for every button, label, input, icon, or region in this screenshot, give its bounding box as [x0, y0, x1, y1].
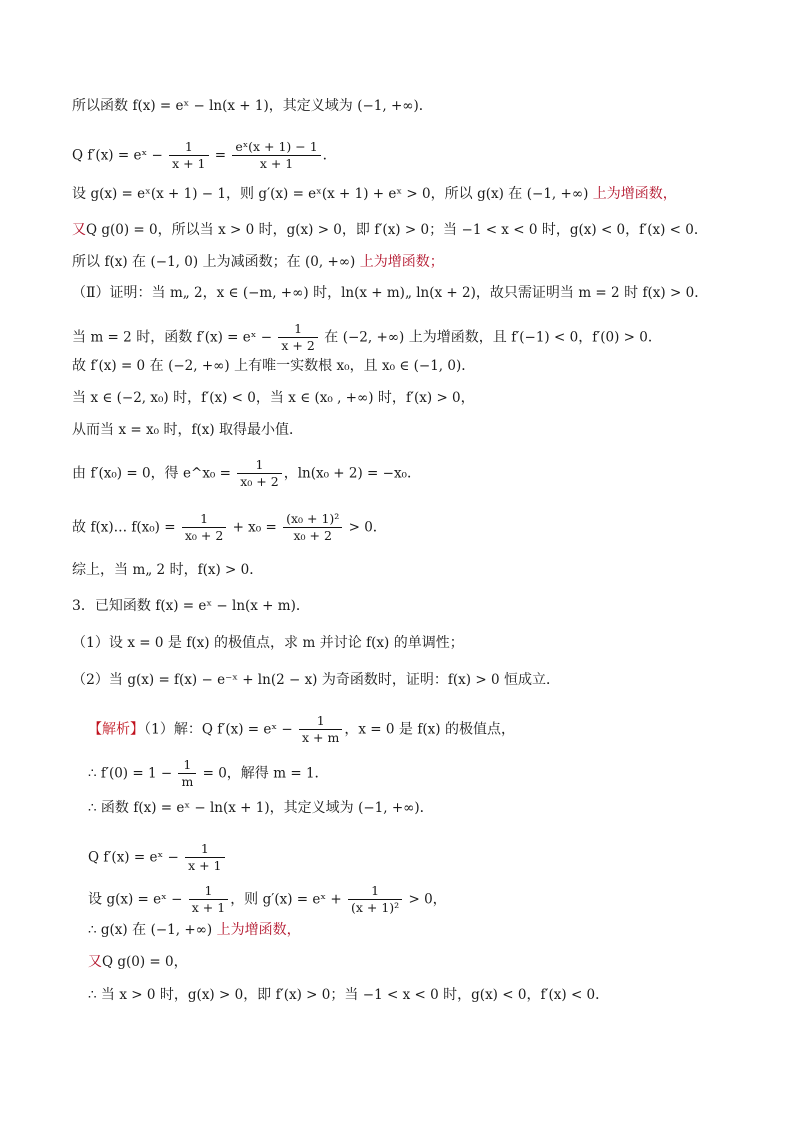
text-run: 所以	[72, 254, 105, 270]
math-expression: f(x) = eˣ − ln(x + 1)	[132, 98, 269, 114]
text-run: 上为减函数；在	[198, 254, 306, 270]
math-expression: ∴ g(x)	[88, 922, 128, 938]
text-run: 时，函数	[131, 329, 197, 346]
text-run: 时，	[159, 422, 192, 438]
text-run: ，	[173, 954, 188, 970]
text-run: ，则	[230, 891, 263, 908]
math-expression: g′(x) = eˣ(x + 1) + eˣ > 0	[258, 186, 431, 202]
text-run: ，当	[255, 390, 289, 406]
text-run: 时，	[168, 390, 202, 406]
fraction	[178, 757, 196, 790]
text-line	[88, 883, 447, 916]
math-expression: = 0	[198, 765, 227, 782]
math-expression: > 0	[404, 891, 433, 908]
text-run: ，则	[225, 186, 259, 202]
text-run: 在	[319, 329, 343, 346]
fraction	[283, 511, 342, 544]
math-expression: f(x) > 0	[642, 285, 695, 301]
math-expression: e^x₀ =	[183, 465, 236, 482]
math-expression: f(x)… f(x₀) =	[90, 519, 180, 536]
fraction-numerator: (x₀ + 1)²	[283, 511, 342, 528]
fraction-denominator: m	[181, 774, 194, 789]
math-expression: x = 0	[127, 635, 164, 651]
text-run: ．	[419, 800, 434, 816]
text-line	[72, 671, 560, 689]
text-line	[72, 97, 433, 115]
text-line	[88, 799, 434, 817]
text-run: ，	[283, 465, 298, 482]
math-expression: x₀	[336, 358, 350, 374]
math-expression: f(x)	[191, 422, 215, 438]
math-expression: (−1, +∞)	[526, 186, 589, 202]
text-run: 所以函数	[72, 98, 133, 114]
math-expression: x₀ ∈ (−1, 0)	[382, 358, 462, 374]
solution-tag: 【解析】	[88, 721, 144, 738]
math-expression: (−2, +∞)	[168, 358, 230, 374]
math-expression: Q f′(x) = eˣ −	[88, 849, 184, 866]
text-line	[72, 561, 263, 579]
text-run: （1）解：	[144, 721, 202, 738]
math-expression: g(x) = eˣ(x + 1) − 1	[90, 186, 226, 202]
math-expression: f(x) > 0	[197, 562, 250, 578]
text-run: 恒成立．	[499, 672, 561, 688]
math-expression: > 0	[344, 519, 373, 536]
fraction-denominator: x + m	[302, 730, 340, 745]
text-run: 从而当	[72, 422, 119, 438]
text-run: 上为增函数；	[355, 254, 444, 270]
math-expression: g(x) > 0	[187, 987, 244, 1003]
fraction-denominator: x₀ + 2	[184, 528, 224, 543]
text-line	[72, 597, 310, 615]
text-run: ．	[295, 598, 310, 614]
fraction-numerator: 1	[348, 883, 402, 900]
math-expression: Q	[72, 147, 88, 164]
math-expression: (0, +∞)	[305, 254, 356, 270]
math-expression: + x₀ =	[228, 519, 282, 536]
text-run: ．	[406, 465, 421, 482]
text-line	[72, 457, 421, 490]
text-run: 的极值点，求	[209, 635, 303, 651]
text-run: 时，	[308, 285, 342, 301]
text-run: 时，	[155, 987, 188, 1003]
math-expression: f′(x) > 0	[275, 987, 331, 1003]
text-run: 为奇函数时，证明：	[317, 672, 448, 688]
text-run: ，其定义域为	[269, 800, 359, 816]
text-run: 综上，当	[72, 562, 133, 578]
math-expression: f′(x) = eˣ −	[87, 147, 168, 164]
fraction-denominator: (x + 1)²	[351, 900, 400, 915]
fraction	[299, 713, 342, 746]
text-run: ．	[314, 765, 329, 782]
text-run: 函数	[100, 800, 134, 816]
text-run: 当	[100, 987, 120, 1003]
text-run: ．	[418, 98, 433, 114]
fraction	[182, 511, 226, 544]
text-run: ，解得	[226, 765, 274, 782]
text-run: 时	[619, 285, 643, 301]
text-run: 又	[88, 954, 102, 970]
math-expression: Q g(0) = 0	[86, 222, 158, 238]
text-line	[72, 357, 475, 375]
text-run: 上有唯一实数根	[229, 358, 337, 374]
text-run: 的极值点，	[440, 721, 515, 738]
text-line	[72, 421, 303, 439]
math-expression: f′(x) < 0	[639, 222, 694, 238]
fraction-denominator: x + 1	[259, 156, 294, 171]
text-run: 是	[163, 635, 187, 651]
math-expression: m	[302, 635, 316, 651]
text-run: ，	[202, 285, 217, 301]
text-run: 在	[127, 254, 151, 270]
fraction	[169, 139, 208, 172]
math-expression: f(x)	[366, 635, 390, 651]
fraction-numerator: 1	[189, 883, 228, 900]
fraction	[348, 883, 402, 916]
math-expression: g′(x) = eˣ +	[262, 891, 346, 908]
math-expression: m = 2	[90, 329, 132, 346]
text-line	[72, 139, 337, 172]
fraction-numerator: 1	[169, 139, 208, 156]
text-line	[72, 221, 708, 239]
math-expression: (−2, +∞)	[342, 329, 405, 346]
fraction-numerator: 1	[278, 321, 317, 338]
text-line	[88, 713, 515, 746]
math-expression: g(x)	[477, 186, 504, 202]
text-line	[88, 757, 329, 790]
text-run: 又	[72, 222, 86, 238]
math-expression: x = x₀	[118, 422, 159, 438]
text-run: ，	[625, 222, 640, 238]
text-line	[72, 253, 444, 271]
text-line	[72, 321, 662, 354]
math-expression: (−1, 0)	[150, 254, 199, 270]
math-expression: f′(x) > 0	[374, 222, 430, 238]
fraction-denominator: x + 1	[172, 156, 206, 171]
text-run: ．	[595, 987, 610, 1003]
text-run: 3．已知函数	[72, 598, 156, 614]
math-expression: ∴	[88, 987, 101, 1003]
math-expression: f(x)	[186, 635, 210, 651]
text-run: ．	[249, 562, 264, 578]
text-line	[72, 185, 677, 203]
math-expression: f′(0) > 0	[592, 329, 648, 346]
math-expression: m = 1	[273, 765, 315, 782]
math-expression: x > 0	[218, 222, 255, 238]
fraction-numerator: 1	[178, 757, 196, 774]
text-run: ，	[344, 721, 359, 738]
math-expression: f(x) = eˣ − ln(x + 1)	[133, 800, 270, 816]
math-expression: x ∈ (−2, x₀)	[90, 390, 169, 406]
text-run: （2）当	[72, 672, 128, 688]
math-expression: f′(x) < 0	[201, 390, 256, 406]
text-run: 在	[145, 358, 169, 374]
text-run: 上为增函数，且	[404, 329, 512, 346]
text-run: 故	[72, 358, 91, 374]
math-expression: m = 2	[578, 285, 620, 301]
math-expression: (−1, +∞)	[358, 800, 420, 816]
text-run: ，	[526, 987, 541, 1003]
text-line	[72, 284, 708, 302]
fraction	[232, 139, 320, 172]
text-run: ．	[461, 358, 476, 374]
text-run: ．	[694, 285, 709, 301]
math-expression: (−1, +∞)	[150, 922, 213, 938]
math-expression: g(x) = eˣ −	[106, 891, 187, 908]
text-run: ，所以	[430, 186, 478, 202]
math-expression: x > 0	[119, 987, 156, 1003]
math-expression: ln(x + m)„ ln(x + 2)	[341, 285, 476, 301]
text-run: ．	[647, 329, 662, 346]
math-expression: g(x) < 0	[569, 222, 626, 238]
fraction-denominator: x + 1	[191, 900, 226, 915]
math-expression: f′(−1) < 0	[511, 329, 579, 346]
text-run: ，	[578, 329, 593, 346]
text-run: 时，	[373, 390, 406, 406]
text-line	[72, 389, 475, 407]
fraction	[278, 321, 317, 354]
fraction	[237, 457, 281, 490]
text-run: ，其定义域为	[268, 98, 358, 114]
text-line	[88, 841, 227, 874]
text-run: 时，	[438, 987, 472, 1003]
text-run: ．	[372, 519, 387, 536]
fraction-denominator: x₀ + 2	[293, 528, 332, 543]
math-expression: −1 < x < 0	[362, 987, 439, 1003]
math-expression: f(x)	[104, 254, 128, 270]
text-run: 时，	[165, 562, 198, 578]
text-run: （1）设	[72, 635, 128, 651]
text-run: 上为增函数，	[212, 922, 301, 938]
math-expression: f′(x) < 0	[540, 987, 596, 1003]
math-expression: m„ 2	[132, 562, 166, 578]
math-expression: −1 < x < 0	[461, 222, 538, 238]
math-expression: x ∈ (−m, +∞)	[216, 285, 309, 301]
fraction-numerator: eˣ(x + 1) − 1	[232, 139, 320, 156]
math-expression: f(x) = eˣ − ln(x + m)	[155, 598, 296, 614]
math-expression: =	[210, 147, 231, 164]
text-line	[88, 986, 609, 1004]
text-run: ．	[322, 147, 337, 164]
text-run: 由	[72, 465, 91, 482]
math-expression: ∴	[88, 800, 101, 816]
math-expression: f′(x) = 0	[90, 358, 146, 374]
fraction-numerator: 1	[182, 511, 226, 528]
text-run: 当	[72, 390, 91, 406]
text-run: 上为增函数，	[588, 186, 677, 202]
text-run: ，且	[349, 358, 383, 374]
math-expression: f′(x) > 0	[405, 390, 461, 406]
text-line	[88, 921, 301, 939]
text-run: 时，	[537, 222, 570, 238]
text-run: ，	[460, 390, 475, 406]
fraction-numerator: 1	[299, 713, 342, 730]
text-line	[72, 511, 387, 544]
text-run: 在	[127, 922, 151, 938]
math-expression: ∴ f′(0) = 1 −	[88, 765, 177, 782]
text-run: 并讨论	[315, 635, 367, 651]
text-run: 是	[394, 721, 418, 738]
math-expression: Q g(0) = 0	[102, 954, 174, 970]
text-run: 取得最小值．	[214, 422, 304, 438]
text-run: 设	[72, 186, 91, 202]
math-expression: f′(x₀) = 0	[90, 465, 151, 482]
math-expression: m„ 2	[169, 285, 203, 301]
text-line	[72, 634, 464, 652]
fraction	[189, 883, 228, 916]
math-expression: x = 0	[358, 721, 395, 738]
text-run: ，故只需证明当	[475, 285, 579, 301]
fraction	[185, 841, 224, 874]
math-expression: x ∈ (x₀ , +∞)	[288, 390, 374, 406]
text-run: 在	[503, 186, 527, 202]
text-run: 的单调性；	[389, 635, 464, 651]
fraction-numerator: 1	[185, 841, 224, 858]
math-expression: f′(x) = eˣ −	[196, 329, 277, 346]
text-run: ，得	[150, 465, 184, 482]
text-run: ，所以当	[157, 222, 219, 238]
math-expression: g(x) = f(x) − e⁻ˣ + ln(2 − x)	[127, 672, 318, 688]
text-line	[88, 953, 188, 971]
math-expression: ln(x₀ + 2) = −x₀	[297, 465, 407, 482]
text-run: 当	[72, 329, 91, 346]
math-expression: (−1, +∞)	[357, 98, 419, 114]
fraction-denominator: x + 2	[281, 338, 315, 353]
text-run: ，即	[341, 222, 375, 238]
text-run: ．	[693, 222, 708, 238]
text-run: ，即	[243, 987, 276, 1003]
fraction-denominator: x + 1	[188, 858, 222, 873]
text-run: ，	[432, 891, 447, 908]
math-expression: g(x) > 0	[286, 222, 342, 238]
fraction-numerator: 1	[237, 457, 281, 474]
fraction-denominator: x₀ + 2	[240, 474, 279, 489]
text-run: （Ⅱ）证明：当	[72, 285, 170, 301]
math-expression: f(x)	[417, 721, 441, 738]
math-expression: g(x) < 0	[471, 987, 527, 1003]
text-run: ；当	[429, 222, 462, 238]
text-run: 设	[88, 891, 107, 908]
text-run: ；当	[330, 987, 363, 1003]
math-expression: f(x) > 0	[447, 672, 500, 688]
text-run: 故	[72, 519, 91, 536]
math-expression: Q f′(x) = eˣ −	[201, 721, 297, 738]
text-run: 时，	[254, 222, 287, 238]
